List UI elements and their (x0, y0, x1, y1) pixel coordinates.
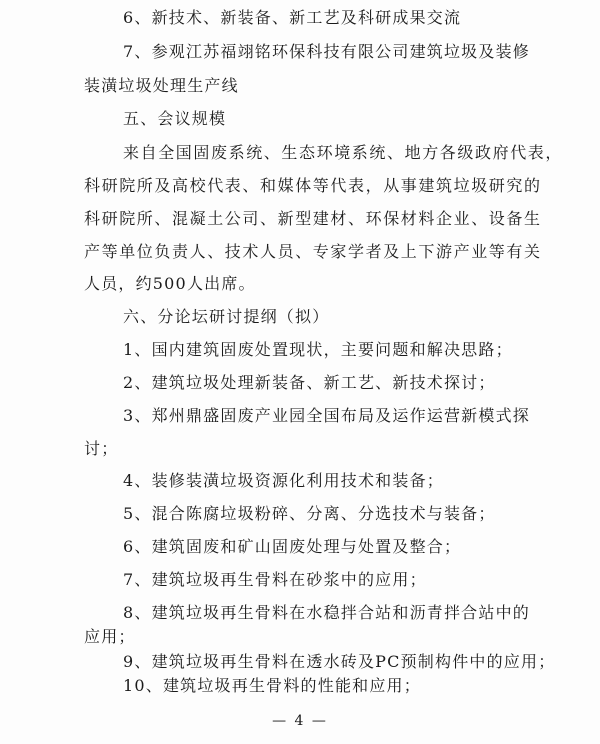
outline-item-3-continuation: 讨； (84, 439, 119, 458)
outline-item-1: 1、国内建筑固废处置现状，主要问题和解决思路； (123, 340, 513, 359)
outline-item-4: 4、装修装潢垃圾资源化利用技术和装备； (123, 471, 444, 490)
page-number: — 4 — (272, 713, 328, 729)
section-heading-forum-outline: 六、分论坛研讨提纲（拟） (123, 307, 330, 326)
outline-item-2: 2、建筑垃圾处理新装备、新工艺、新技术探讨； (123, 373, 496, 392)
list-item-topic-6: 6、新技术、新装备、新工艺及科研成果交流 (123, 8, 462, 27)
paragraph-line: 科研院所、混凝土公司、新型建材、环保材料企业、设备生 (84, 209, 542, 228)
outline-item-7: 7、建筑垃圾再生骨料在砂浆中的应用； (123, 570, 427, 589)
paragraph-line: 科研院所及高校代表、和媒体等代表，从事建筑垃圾研究的 (84, 176, 542, 195)
paragraph-line: 人员，约500人出席。 (84, 274, 256, 293)
list-item-topic-7: 7、参观江苏福翊铭环保科技有限公司建筑垃圾及装修 (123, 42, 530, 61)
outline-item-3: 3、郑州鼎盛固废产业园全国布局及运作运营新模式探 (123, 406, 530, 425)
paragraph-line: 来自全国固废系统、生态环境系统、地方各级政府代表， (123, 143, 564, 162)
outline-item-10: 10、建筑垃圾再生骨料的性能和应用； (123, 676, 421, 695)
outline-item-8: 8、建筑垃圾再生骨料在水稳拌合站和沥青拌合站中的 (123, 603, 530, 622)
outline-item-6: 6、建筑固废和矿山固废处理与处置及整合； (123, 537, 462, 556)
outline-item-5: 5、混合陈腐垃圾粉碎、分离、分选技术与装备； (123, 504, 496, 523)
outline-item-8-continuation: 应用； (84, 627, 136, 646)
outline-item-9: 9、建筑垃圾再生骨料在透水砖及PC预制构件中的应用； (123, 652, 556, 671)
list-item-topic-7-continuation: 装潢垃圾处理生产线 (84, 76, 239, 95)
paragraph-line: 产等单位负责人、技术人员、专家学者及上下游产业等有关 (84, 242, 542, 261)
section-heading-conference-scale: 五、会议规模 (123, 109, 227, 128)
